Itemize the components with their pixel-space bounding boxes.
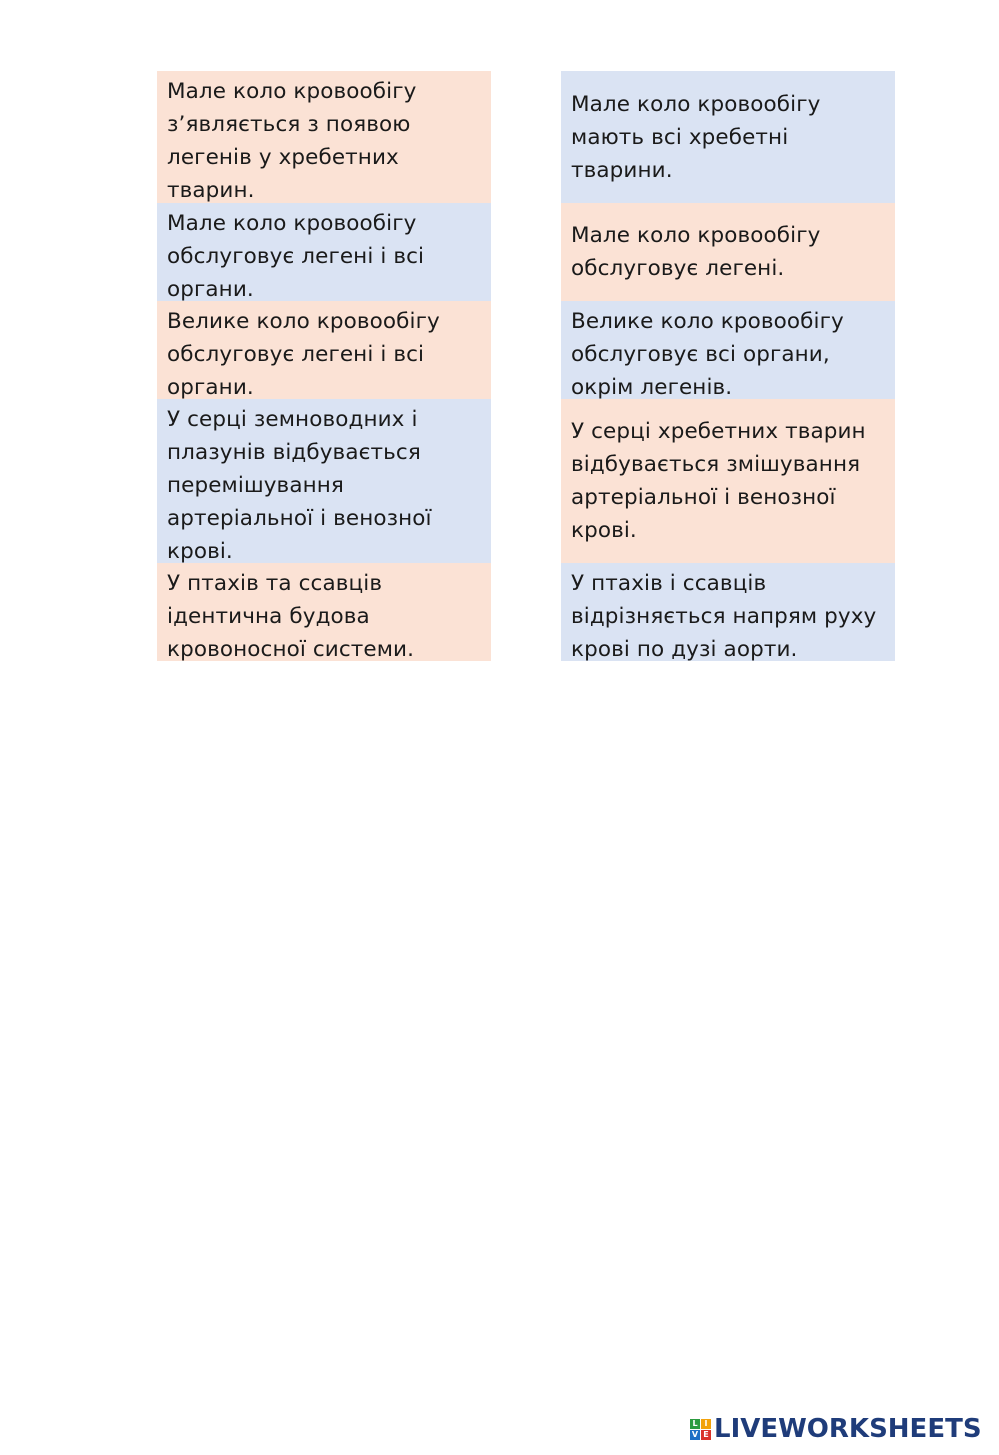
statement-text: Велике коло кровообігу обслуговує легені і всі органи. — [167, 309, 440, 399]
statement-card[interactable] — [561, 71, 895, 203]
statement-card[interactable] — [157, 71, 491, 203]
statement-card[interactable] — [561, 399, 895, 563]
statement-text: Мале коло кровообігу з’являється з появою легенів у хребетних тварин. — [167, 79, 417, 203]
statement-text: У серці хребетних тварин відбувається змішування артеріальної і венозної крові. — [571, 419, 866, 543]
statement-card[interactable] — [157, 399, 491, 563]
statement-card[interactable] — [561, 563, 895, 661]
statement-text: У серці земноводних і плазунів відбувається перемішування артеріальної і венозної крові. — [167, 407, 432, 563]
statement-card[interactable] — [157, 203, 491, 301]
statement-card[interactable] — [157, 563, 491, 661]
statement-card[interactable] — [561, 301, 895, 399]
statement-card[interactable] — [157, 301, 491, 399]
statement-text: Велике коло кровообігу обслуговує всі органи, окрім легенів. — [571, 309, 844, 399]
statement-text: Мале коло кровообігу обслуговує легені. — [571, 223, 821, 281]
statement-text: У птахів та ссавців ідентична будова кровоносної системи. — [167, 571, 415, 661]
statement-text: Мале коло кровообігу обслуговує легені і всі органи. — [167, 211, 425, 301]
liveworksheets-logo — [690, 1412, 982, 1446]
liveworksheets-wordmark: LIVEWORKSHEETS — [714, 1414, 982, 1444]
statement-text: У птахів і ссавців відрізняється напрям руху крові по дузі аорти. — [571, 571, 877, 661]
statement-card[interactable] — [561, 203, 895, 301]
statement-text: Мале коло кровообігу мають всі хребетні тварини. — [571, 91, 821, 183]
liveworksheets-mark-icon: L I V E — [690, 1419, 711, 1440]
